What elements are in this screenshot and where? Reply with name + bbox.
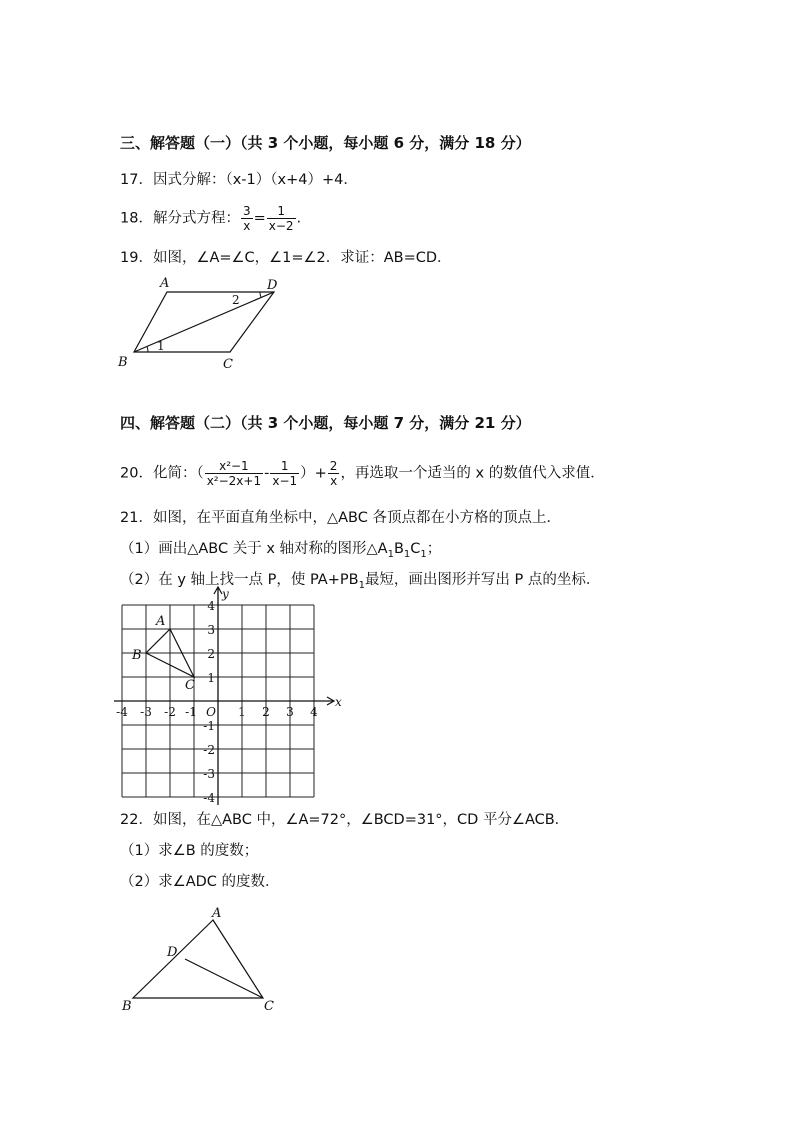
q21-part2-sub: 1: [358, 579, 365, 591]
point-label-b: B: [132, 648, 142, 663]
label-b: B: [118, 355, 128, 370]
q21-part2-suffix: 最短，画出图形并写出 P 点的坐标．: [364, 572, 601, 588]
q21-part1-sub-c: 1: [420, 548, 427, 560]
x-tick-label: 1: [238, 705, 246, 719]
q21-part2-prefix: （2）在 y 轴上找一点 P，使 PA+PB: [120, 572, 359, 588]
angle-2-arc: [260, 292, 261, 298]
question-20: [120, 459, 605, 488]
q20-frac2-denominator: x−1: [272, 474, 298, 488]
q21-part1-b: B: [393, 541, 404, 557]
label-angle-1: 1: [157, 339, 165, 353]
triangle-abc: [133, 920, 263, 998]
q18-suffix: .: [296, 210, 302, 227]
x-tick-label: 3: [286, 705, 294, 719]
question-19: 19．如图，∠A=∠C，∠1=∠2．求证：AB=CD．: [120, 250, 452, 266]
section3-heading: 三、解答题（一）（共 3 个小题，每小题 6 分，满分 18 分）: [120, 134, 531, 152]
y-tick-label: 2: [207, 647, 215, 661]
point-label-c: C: [185, 678, 195, 693]
q20-fraction-1: [205, 459, 263, 488]
q18-fraction-2: [267, 204, 296, 233]
question-17: 17．因式分解：（x-1）（x+4）+4．: [120, 172, 358, 188]
q21-part1-c: C: [410, 541, 421, 557]
x-tick-label: -3: [140, 705, 152, 719]
q18-equals: =: [253, 210, 266, 227]
q20-frac3-denominator: x: [330, 474, 338, 488]
segment-cd: [185, 959, 263, 998]
y-axis-label: y: [222, 587, 229, 601]
y-tick-label: -2: [203, 743, 215, 757]
angle-1-arc: [147, 347, 148, 353]
diagonal-bd: [134, 292, 274, 352]
q20-minus: -: [264, 465, 270, 482]
q20-frac1-numerator: x²−1: [205, 459, 263, 474]
q21-part1-prefix: （1）画出△ABC 关于 x 轴对称的图形△A: [120, 541, 388, 557]
x-tick-label: -2: [164, 705, 176, 719]
q21-part1-sub-b: 1: [403, 548, 411, 560]
label-angle-2: 2: [232, 293, 240, 307]
y-tick-label: 1: [207, 671, 215, 685]
y-tick-label: -4: [203, 791, 215, 805]
q21-part1-sub-a: 1: [387, 548, 394, 560]
y-tick-label: -1: [203, 719, 215, 733]
q19-parallelogram-figure: [112, 272, 292, 377]
q20-fraction-2: [270, 459, 299, 488]
q20-frac2-numerator: 1: [270, 459, 299, 474]
q18-prefix: 18．解分式方程：: [120, 210, 240, 227]
x-axis-label: x: [335, 695, 342, 709]
q20-frac3-numerator: 2: [329, 459, 338, 473]
section4-heading: 四、解答题（二）（共 3 个小题，每小题 7 分，满分 21 分）: [120, 414, 531, 432]
origin-label: O: [206, 705, 216, 719]
label-a: A: [160, 276, 170, 291]
label-a: A: [212, 906, 222, 921]
q18-frac2-numerator: 1: [267, 204, 296, 219]
label-b: B: [122, 999, 132, 1014]
question-22: 22．如图，在△ABC 中，∠A=72°，∠BCD=31°，CD 平分∠ACB．: [120, 812, 570, 828]
x-tick-label: -1: [185, 705, 197, 719]
question-21-part-1: [120, 539, 441, 565]
label-d: D: [267, 278, 278, 293]
question-22-part-1: （1）求∠B 的度数；: [120, 843, 259, 859]
y-tick-label: -3: [203, 767, 215, 781]
q18-fraction-1: [241, 204, 253, 233]
y-tick-label: 3: [207, 623, 215, 637]
q20-prefix: 20．化简：（: [120, 465, 204, 482]
point-label-a: A: [156, 614, 166, 629]
label-d: D: [167, 945, 178, 960]
x-tick-label: -4: [116, 705, 128, 719]
q20-frac1-denominator: x²−2x+1: [206, 474, 262, 488]
q18-frac1-denominator: x: [243, 219, 251, 233]
question-22-part-2: （2）求∠ADC 的度数．: [120, 874, 280, 890]
label-c: C: [223, 357, 233, 372]
q18-frac1-numerator: 3: [242, 204, 251, 218]
q20-suffix: ，再选取一个适当的 x 的数值代入求值．: [340, 465, 605, 482]
x-tick-label: 2: [262, 705, 270, 719]
question-21: 21．如图，在平面直角坐标中，△ABC 各顶点都在小方格的顶点上．: [120, 510, 561, 526]
x-tick-label: 4: [310, 705, 318, 719]
q20-fraction-3: [328, 459, 340, 488]
y-tick-label: 4: [207, 599, 215, 613]
q22-triangle-figure: [115, 902, 285, 1017]
q18-frac2-denominator: x−2: [268, 219, 294, 233]
question-18: [120, 204, 301, 233]
q21-part1-end: ；: [426, 541, 442, 557]
label-c: C: [264, 999, 274, 1014]
q20-close-plus: ）+: [300, 465, 327, 482]
coordinate-grid-figure: [116, 587, 358, 805]
